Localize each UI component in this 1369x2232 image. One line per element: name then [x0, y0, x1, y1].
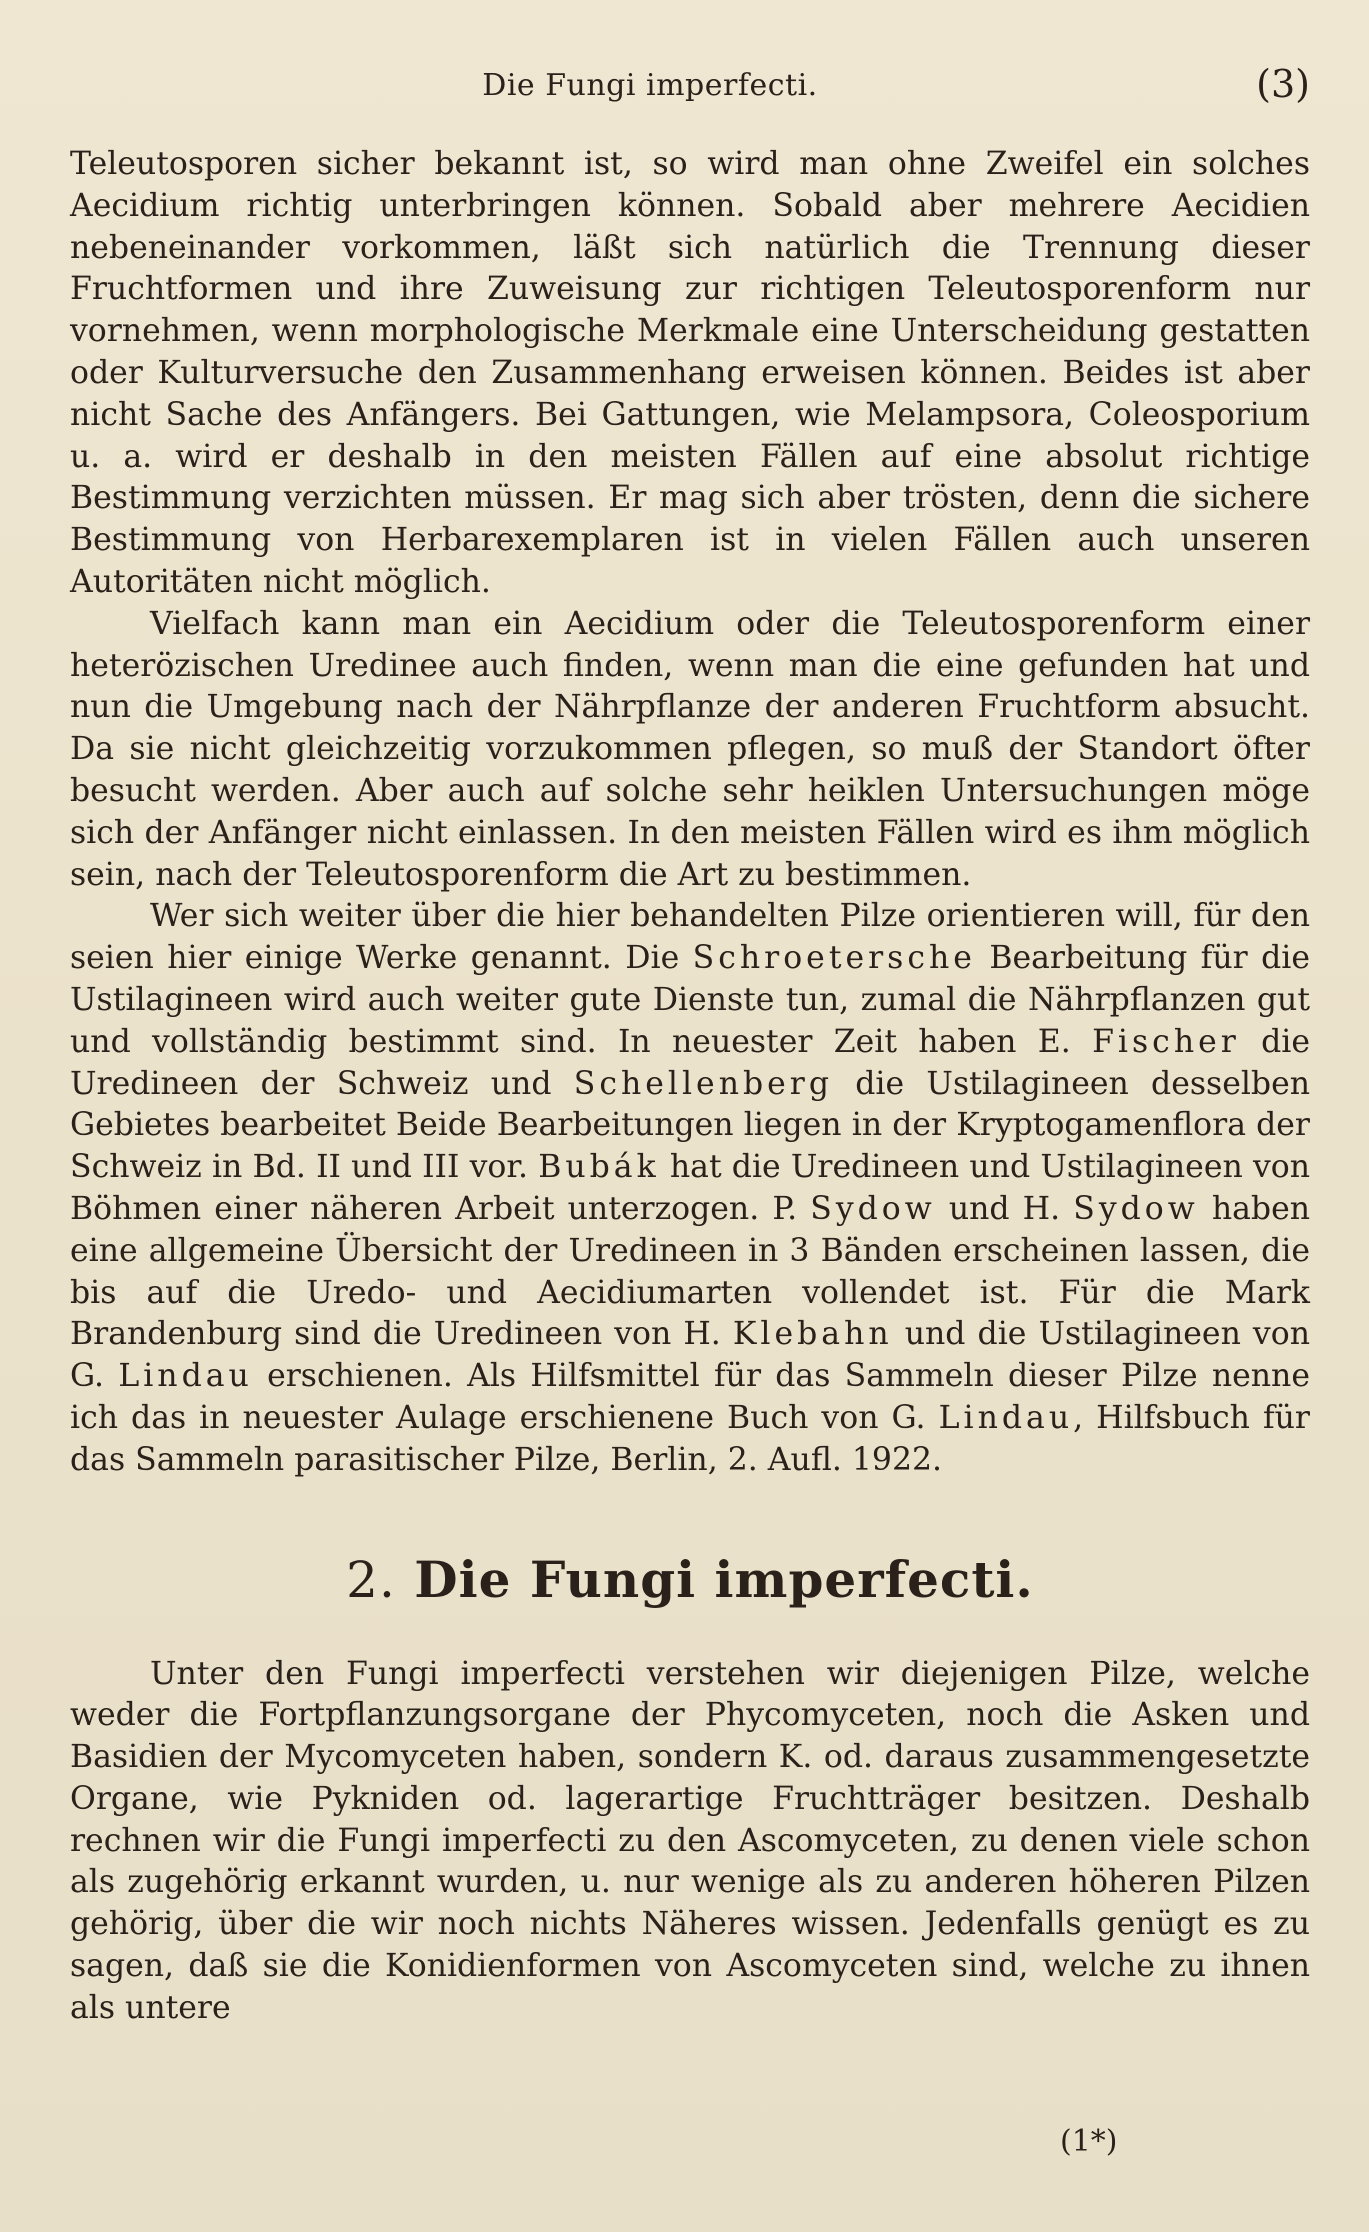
running-title: Die Fungi imperfecti. — [482, 68, 818, 103]
text-run: erschienen. Als Hilfsmittel für das Sammeln dieser Pilze nenne ich das in neuester Aulage erschienene Buch von G. — [70, 1358, 1310, 1436]
section-number: 2. — [346, 1550, 396, 1609]
signature-mark: (1*) — [1060, 2124, 1118, 2159]
spaced-name: Sydow — [1073, 1190, 1199, 1227]
section-paragraph-list — [70, 1654, 1310, 2030]
section-title: Die Fungi imperfecti. — [414, 1549, 1034, 1609]
spaced-name: Klebahn — [732, 1316, 893, 1353]
text-run: Vielfach kann man ein Aecidium oder die Teleutosporenform einer heterözischen Uredinee auch finden, wenn man die eine gefunden hat und nun die Umgebung nach der Nährpflanze der anderen Fruchtform absucht. Da sie nicht gleichzeitig vorzukommen pflegen, so muß der Standort öfter besucht werden. Aber auch auf solche sehr heiklen Untersuchungen möge sich der Anfänger nicht einlassen. In den meisten Fällen wird es ihm möglich sein, nach der Teleutosporenform die Art zu bestimmen. — [70, 605, 1310, 893]
paragraph — [70, 1654, 1310, 2030]
spaced-name: Fischer — [1092, 1023, 1240, 1060]
section-heading — [70, 1550, 1310, 1610]
spaced-name: Bubák — [538, 1149, 660, 1186]
text-run: die Uredineen der Schweiz und — [70, 1023, 1311, 1102]
text-run: und H. — [935, 1190, 1074, 1227]
text-run: hat die Uredineen und Ustilagineen von Böhmen einer näheren Arbeit unterzogen. P. — [70, 1149, 1311, 1227]
paragraph-list — [70, 144, 1310, 1482]
paragraph — [70, 896, 1310, 1481]
spaced-name: Lindau — [938, 1399, 1074, 1436]
spaced-name: Schroetersche — [692, 940, 976, 977]
text-run: Wer sich weiter über die hier behandelten Pilze orientieren will, für den seien hier einige Werke genannt. Die — [70, 898, 1310, 977]
spaced-name: Lindau — [118, 1358, 253, 1395]
text-run: haben eine allgemeine Übersicht der Uredineen in 3 Bänden erscheinen lassen, die bis auf die Uredo- und Aecidiumarten vollendet ist. Für die Mark Brandenburg sind die Uredineen von H. — [70, 1190, 1310, 1353]
text-run: die Ustilagineen desselben Gebietes bearbeitet Beide Bearbeitungen liegen in der Kryptogamenflora der Schweiz in Bd. II und III vor. — [70, 1065, 1311, 1186]
text-run: Bearbeitung für die Ustilagineen wird auch weiter gute Dienste tun, zumal die Nährpflanzen gut und vollständig bestimmt sind. In neuester Zeit haben E. — [70, 940, 1310, 1060]
text-run: Teleutosporen sicher bekannt ist, so wird man ohne Zweifel ein solches Aecidium richtig unterbringen können. Sobald aber mehrere Aecidien nebeneinander vorkommen, läßt sich natürlich die Trennung dieser Fruchtformen und ihre Zuweisung zur richtigen Teleutosporenform nur vornehmen, wenn morphologische Merkmale eine Unterscheidung gestatten oder Kulturversuche den Zusammenhang erweisen können. Beides ist aber nicht Sache des Anfängers. Bei Gattungen, wie Melampsora, Coleosporium u. a. wird er deshalb in den meisten Fällen auf eine absolut richtige Bestimmung verzichten müssen. Er mag sich aber trösten, denn die sichere Bestimmung von Herbarexemplaren ist in vielen Fällen auch unseren Autoritäten nicht möglich. — [70, 146, 1310, 600]
page-number: (3) — [1256, 62, 1310, 106]
spaced-name: Schellenberg — [573, 1065, 834, 1102]
text-run: und die Ustilagineen von G. — [70, 1316, 1310, 1395]
text-run: Unter den Fungi imperfecti verstehen wir diejenigen Pilze, welche weder die Fortpflanzungsorgane der Phycomyceten, noch die Asken und Basidien der Mycomyceten haben, sondern K. od. daraus zusammengesetzte Organe, wie Pykniden od. lagerartige Fruchtträger besitzen. Deshalb rechnen wir die Fungi imperfecti zu den Ascomyceten, zu denen viele schon als zugehörig erkannt wurden, u. nur wenige als zu anderen höheren Pilzen gehörig, über die wir noch nichts Näheres wissen. Jedenfalls genügt es zu sagen, daß sie die Konidienformen von Ascomyceten sind, welche zu ihnen als untere — [70, 1655, 1310, 2026]
text-run: , Hilfsbuch für das Sammeln parasitischer Pilze, Berlin, 2. Aufl. 1922. — [70, 1399, 1310, 1478]
body-text — [70, 144, 1310, 2030]
paragraph — [70, 604, 1310, 897]
spaced-name: Sydow — [810, 1190, 936, 1227]
running-head — [70, 62, 1310, 122]
paragraph — [70, 144, 1310, 604]
